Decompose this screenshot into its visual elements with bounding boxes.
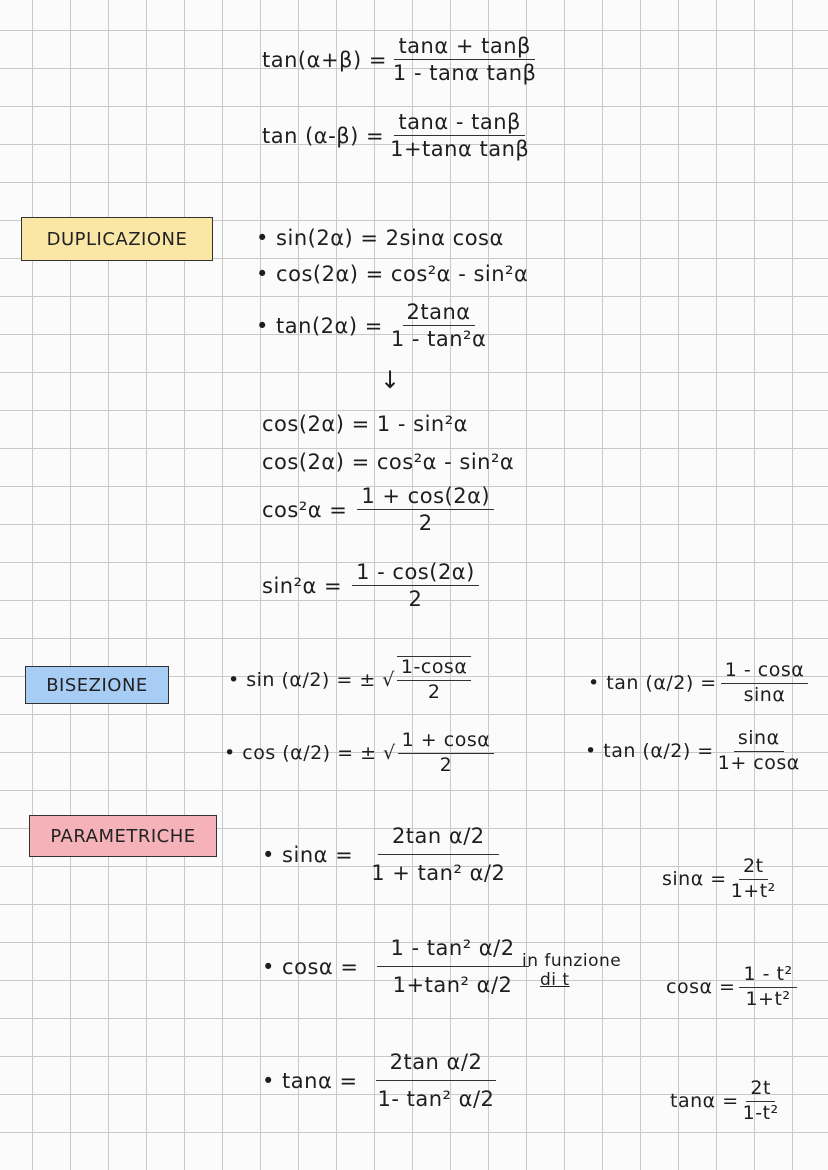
label-parametriche: PARAMETRICHE: [29, 815, 217, 857]
bis-sin-numerator: 1-cosα: [397, 657, 471, 681]
note-line-2: di t: [540, 969, 570, 990]
par-cos-formula: [262, 936, 529, 997]
t-cos-lhs: cosα =: [666, 976, 736, 999]
par-cos-numerator: 1 - tan² α/2: [377, 936, 529, 967]
par-sin-lhs: • sinα =: [262, 842, 354, 867]
par-cos-lhs: • cosα =: [262, 954, 359, 979]
in-funzione-di-t-note: [522, 952, 621, 989]
bis-cos-denominator: 2: [439, 753, 453, 776]
bis-tan1-lhs: • tan (α/2) =: [588, 672, 717, 695]
tan-sum-lhs: tan(α+β) =: [262, 47, 387, 72]
par-sin-formula: [262, 824, 505, 885]
dup-tan-denominator: 1 - tan²α: [390, 327, 487, 352]
tan-sum-formula: [262, 34, 536, 85]
t-tan-formula: [670, 1078, 779, 1125]
label-duplicazione: DUPLICAZIONE: [21, 217, 213, 261]
note-line-1: in funzione: [522, 951, 622, 971]
tan-sum-denominator: 1 - tanα tanβ: [392, 61, 537, 86]
bis-tan2-numerator: sinα: [734, 728, 784, 752]
par-cos-denominator: 1+tan² α/2: [392, 973, 513, 998]
dup-sin-squared-numerator: 1 - cos(2α): [352, 560, 479, 586]
t-tan-denominator: 1-t²: [742, 1101, 779, 1124]
tan-diff-formula: [262, 110, 529, 161]
t-cos-denominator: 1+t²: [745, 987, 791, 1010]
t-sin-formula: [662, 856, 776, 903]
dup-sin-squared-lhs: sin²α =: [262, 573, 343, 598]
dup-tan-numerator: 2tanα: [403, 300, 475, 326]
par-sin-denominator: 1 + tan² α/2: [371, 861, 506, 886]
bis-cos-lhs: • cos (α/2) = ± √: [224, 742, 396, 765]
bis-cos-formula: [224, 730, 494, 777]
t-cos-numerator: 1 - t²: [739, 964, 796, 988]
dup-cos-squared-denominator: 2: [418, 511, 433, 536]
dup-sin-formula: • sin(2α) = 2sinα cosα: [256, 226, 504, 250]
label-bisezione: BISEZIONE: [25, 666, 169, 704]
t-sin-numerator: 2t: [739, 856, 768, 880]
t-cos-formula: [666, 964, 797, 1011]
par-tan-formula: [262, 1050, 496, 1111]
bis-tan1-numerator: 1 - cosα: [721, 660, 809, 684]
par-tan-lhs: • tanα =: [262, 1068, 358, 1093]
bis-cos-numerator: 1 + cosα: [398, 730, 495, 754]
t-sin-denominator: 1+t²: [730, 879, 776, 902]
down-arrow-icon: ↓: [380, 366, 401, 394]
bis-sin-denominator: 2: [427, 680, 441, 703]
dup-sin-squared-formula: [262, 560, 479, 611]
dup-cos-squared-formula: [262, 484, 494, 535]
bis-sin-formula: [228, 656, 471, 704]
dup-sin-squared-denominator: 2: [408, 587, 423, 612]
dup-cos-squared-lhs: cos²α =: [262, 497, 348, 522]
par-sin-numerator: 2tan α/2: [378, 824, 499, 855]
bis-tan2-denominator: 1+ cosα: [717, 751, 800, 774]
t-tan-lhs: tanα =: [670, 1090, 739, 1113]
dup-cos-formula: • cos(2α) = cos²α - sin²α: [256, 262, 529, 286]
dup-cos-variant-2: cos(2α) = cos²α - sin²α: [262, 450, 515, 474]
dup-tan-lhs: • tan(2α) =: [256, 313, 383, 338]
t-sin-lhs: sinα =: [662, 868, 727, 891]
t-tan-numerator: 2t: [746, 1078, 775, 1102]
dup-cos-variant-1: cos(2α) = 1 - sin²α: [262, 412, 469, 436]
tan-sum-numerator: tanα + tanβ: [394, 34, 535, 60]
bis-tan1-denominator: sinα: [743, 683, 786, 706]
par-tan-denominator: 1- tan² α/2: [377, 1087, 495, 1112]
dup-cos-squared-numerator: 1 + cos(2α): [357, 484, 494, 510]
bis-tan2-lhs: • tan (α/2) =: [585, 740, 714, 763]
bis-sin-lhs: • sin (α/2) = ± √: [228, 668, 395, 691]
tan-diff-numerator: tanα - tanβ: [394, 110, 525, 136]
bis-tan-formula-1: [588, 660, 808, 707]
par-tan-numerator: 2tan α/2: [376, 1050, 497, 1081]
tan-diff-lhs: tan (α-β) =: [262, 123, 385, 148]
tan-diff-denominator: 1+tanα tanβ: [390, 137, 530, 162]
dup-tan-formula: [256, 300, 486, 351]
bis-tan-formula-2: [585, 728, 800, 775]
